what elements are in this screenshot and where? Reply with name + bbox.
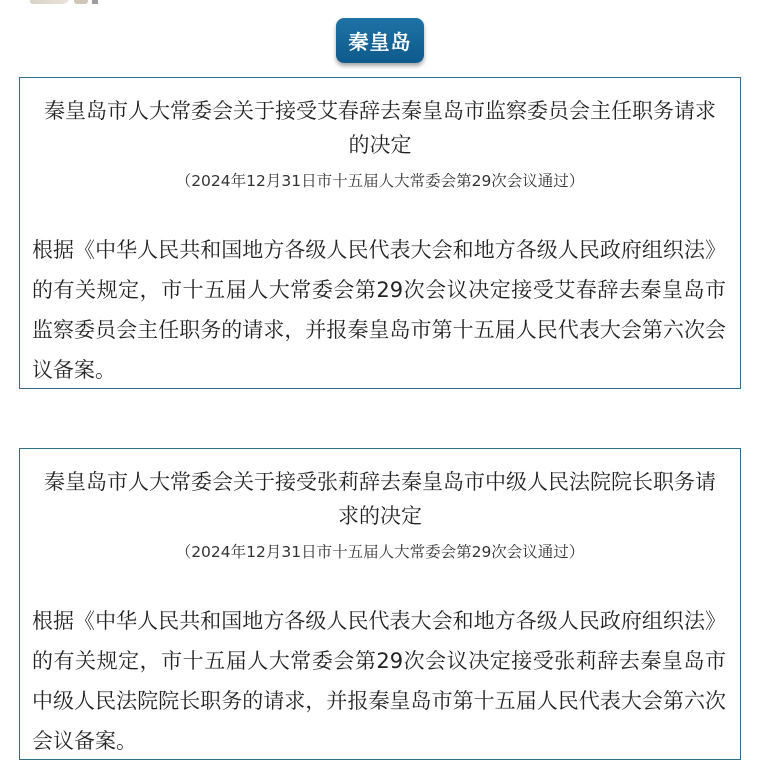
header-image-fragment	[74, 0, 88, 4]
decision-card	[19, 448, 741, 760]
decision-adoption-note: （2024年12月31日市十五届人大常委会第29次会议通过）	[175, 172, 585, 190]
decision-title: 秦皇岛市人大常委会关于接受张莉辞去秦皇岛市中级人民法院院长职务请求的决定	[44, 470, 716, 528]
header-image-fragment	[30, 0, 70, 4]
decision-body: 根据《中华人民共和国地方各级人民代表大会和地方各级人民政府组织法》的有关规定，市十五届人大常委会第29次会议决定接受张莉辞去秦皇岛市中级人民法院院长职务的请求，并报秦皇岛市第十五届人民代表大会第六次会议备案。	[32, 609, 726, 753]
cropped-header-image	[30, 0, 110, 8]
decision-card	[19, 77, 741, 389]
decision-adoption-note: （2024年12月31日市十五届人大常委会第29次会议通过）	[175, 543, 585, 561]
city-tag: 秦皇岛	[336, 18, 424, 63]
header-image-fragment	[92, 0, 98, 4]
decision-title: 秦皇岛市人大常委会关于接受艾春辞去秦皇岛市监察委员会主任职务请求的决定	[44, 99, 716, 157]
decision-body: 根据《中华人民共和国地方各级人民代表大会和地方各级人民政府组织法》的有关规定，市十五届人大常委会第29次会议决定接受艾春辞去秦皇岛市监察委员会主任职务的请求，并报秦皇岛市第十五届人民代表大会第六次会议备案。	[32, 238, 726, 382]
